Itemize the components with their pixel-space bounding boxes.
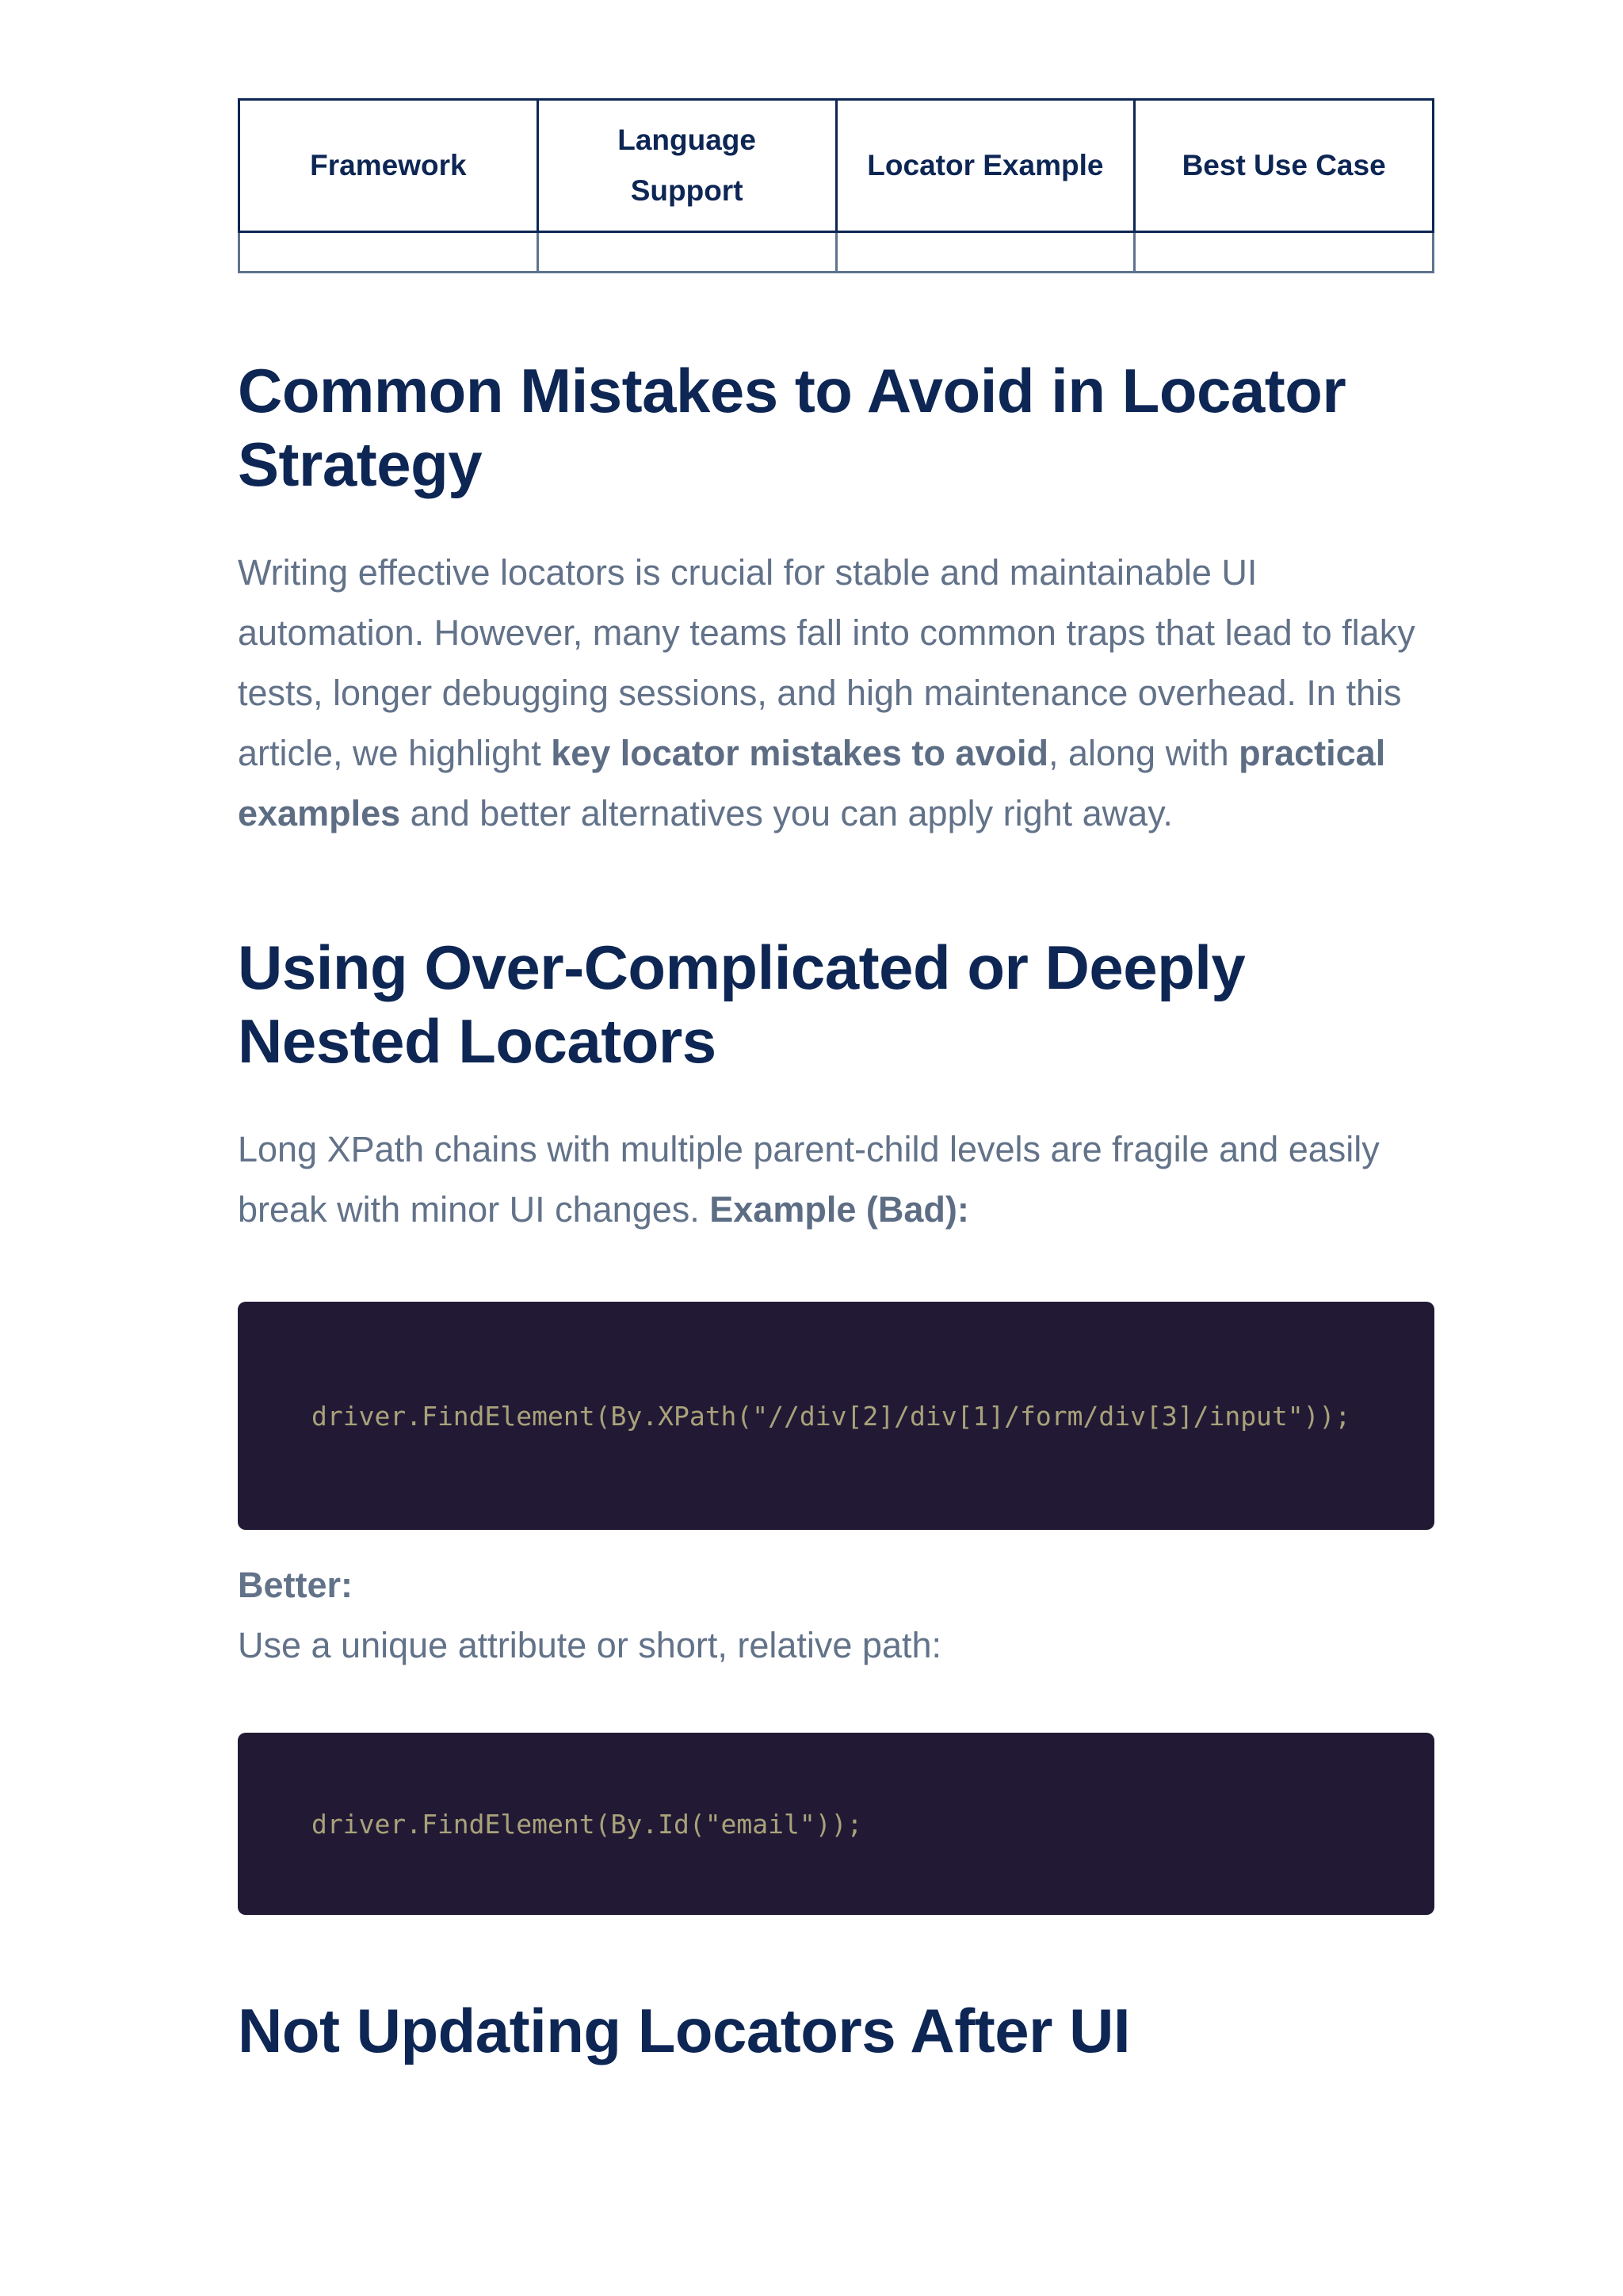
code-block-good-example[interactable] [238, 1733, 1434, 1915]
heading-common-mistakes: Common Mistakes to Avoid in Locator Strategy [238, 356, 1346, 499]
code-block-bad-example[interactable] [238, 1302, 1434, 1530]
intro-text-3: and better alternatives you can apply right away. [400, 793, 1173, 833]
example-bad-label: Example (Bad): [709, 1189, 969, 1230]
heading-not-updating-locators: Not Updating Locators After UI [238, 1996, 1131, 2065]
article-content [238, 98, 1434, 2068]
table-header-language-support: Language Support [537, 100, 836, 232]
intro-bold-practical-examples: practical examples [238, 733, 1386, 833]
table-header-locator-example: Locator Example [836, 100, 1135, 232]
code-good-id: driver.FindElement(By.Id("email")); [311, 1808, 863, 1840]
table-cell [836, 232, 1135, 273]
table-cell [239, 232, 538, 273]
intro-text-1: Writing effective locators is crucial for stable and maintainable UI automation. However, many teams fall into common traps that lead to flaky tests, longer debugging sessions, and high maintenance overhead. In this article, we highlight [238, 552, 1415, 773]
table-header-best-use-case: Best Use Case [1135, 100, 1434, 232]
table-row [239, 232, 1434, 273]
xpath-paragraph [238, 1119, 1434, 1240]
better-description: Use a unique attribute or short, relative path: [238, 1625, 942, 1665]
table-header-framework: Framework [239, 100, 538, 232]
heading-over-complicated-locators: Using Over-Complicated or Deeply Nested Locators [238, 933, 1246, 1076]
table-header-row [239, 100, 1434, 232]
intro-bold-key-mistakes: key locator mistakes to avoid [551, 733, 1048, 773]
better-label: Better: [238, 1565, 353, 1605]
xpath-text: Long XPath chains with multiple parent-child levels are fragile and easily break with minor UI changes. [238, 1129, 1380, 1230]
intro-paragraph [238, 543, 1434, 844]
table-cell [537, 232, 836, 273]
intro-text-2: , along with [1048, 733, 1239, 773]
framework-comparison-table [238, 98, 1434, 273]
code-bad-xpath: driver.FindElement(By.XPath("//div[2]/div[1]/form/div[3]/input")); [311, 1400, 1351, 1432]
table-cell [1135, 232, 1434, 273]
